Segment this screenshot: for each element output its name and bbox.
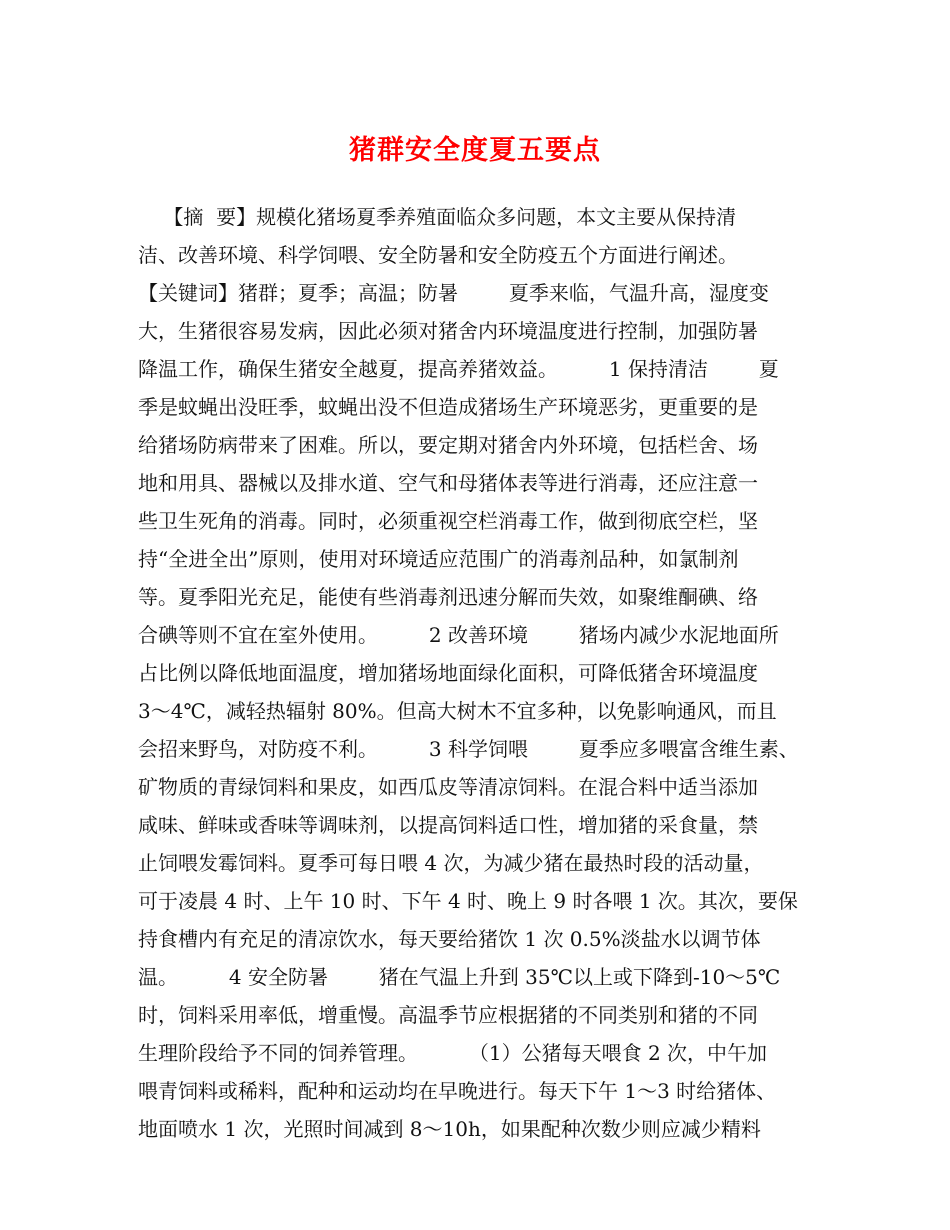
body-text-line: 【关键词】猪群；夏季；高温；防暑 夏季来临，气温升高，湿度变: [138, 281, 769, 305]
body-text-line: 持食槽内有充足的清凉饮水，每天要给猪饮 1 次 0.5%淡盐水以调节体: [138, 927, 761, 951]
body-text-line: 地面喷水 1 次，光照时间减到 8～10h，如果配种次数少则应减少精料: [138, 1117, 761, 1141]
body-text-line: 季是蚊蝇出没旺季，蚊蝇出没不但造成猪场生产环境恶劣，更重要的是: [138, 395, 758, 419]
body-text-line: 占比例以降低地面温度，增加猪场地面绿化面积，可降低猪舍环境温度: [138, 661, 758, 685]
body-text-line: 洁、改善环境、科学饲喂、安全防暑和安全防疫五个方面进行阐述。: [138, 243, 738, 267]
body-text-line: 3～4℃，减轻热辐射 80%。但高大树木不宜多种，以免影响通风，而且: [138, 699, 777, 723]
body-text-line: 降温工作，确保生猪安全越夏，提高养猪效益。 1 保持清洁 夏: [138, 357, 779, 381]
body-text-line: 大，生猪很容易发病，因此必须对猪舍内环境温度进行控制，加强防暑: [138, 319, 758, 343]
body-text-line: 【摘 要】规模化猪场夏季养殖面临众多问题，本文主要从保持清: [138, 205, 737, 229]
body-text-line: 合碘等则不宜在室外使用。 2 改善环境 猪场内减少水泥地面所: [138, 623, 779, 647]
body-text-line: 止饲喂发霉饲料。夏季可每日喂 4 次，为减少猪在最热时段的活动量，: [138, 851, 764, 875]
document-body: [138, 198, 828, 1148]
body-text-line: 地和用具、器械以及排水道、空气和母猪体表等进行消毒，还应注意一: [138, 471, 758, 495]
body-text-line: 时，饲料采用率低，增重慢。高温季节应根据猪的不同类别和猪的不同: [138, 1003, 758, 1027]
body-text-line: 些卫生死角的消毒。同时，必须重视空栏消毒工作，做到彻底空栏，坚: [138, 509, 758, 533]
body-text-line: 生理阶段给予不同的饲养管理。 （1）公猪每天喂食 2 次，中午加: [138, 1041, 768, 1065]
body-text-line: 咸味、鲜味或香味等调味剂，以提高饲料适口性，增加猪的采食量，禁: [138, 813, 758, 837]
body-text-line: 喂青饲料或稀料，配种和运动均在早晚进行。每天下午 1～3 时给猪体、: [138, 1079, 777, 1103]
body-text-line: 矿物质的青绿饲料和果皮，如西瓜皮等清凉饲料。在混合料中适当添加: [138, 775, 758, 799]
body-text-line: 持“全进全出”原则，使用对环境适应范围广的消毒剂品种，如氯制剂: [138, 547, 739, 571]
body-text-line: 温。 4 安全防暑 猪在气温上升到 35℃以上或下降到-10～5℃: [138, 965, 781, 989]
body-text-line: 等。夏季阳光充足，能使有些消毒剂迅速分解而失效，如聚维酮碘、络: [138, 585, 758, 609]
document-title: 猪群安全度夏五要点: [349, 135, 601, 166]
body-text-line: 给猪场防病带来了困难。所以，要定期对猪舍内外环境，包括栏舍、场: [138, 433, 758, 457]
body-text-line: 可于凌晨 4 时、上午 10 时、下午 4 时、晚上 9 时各喂 1 次。其次，要保: [138, 889, 798, 913]
body-text-line: 会招来野鸟，对防疫不利。 3 科学饲喂 夏季应多喂富含维生素、: [138, 737, 799, 761]
